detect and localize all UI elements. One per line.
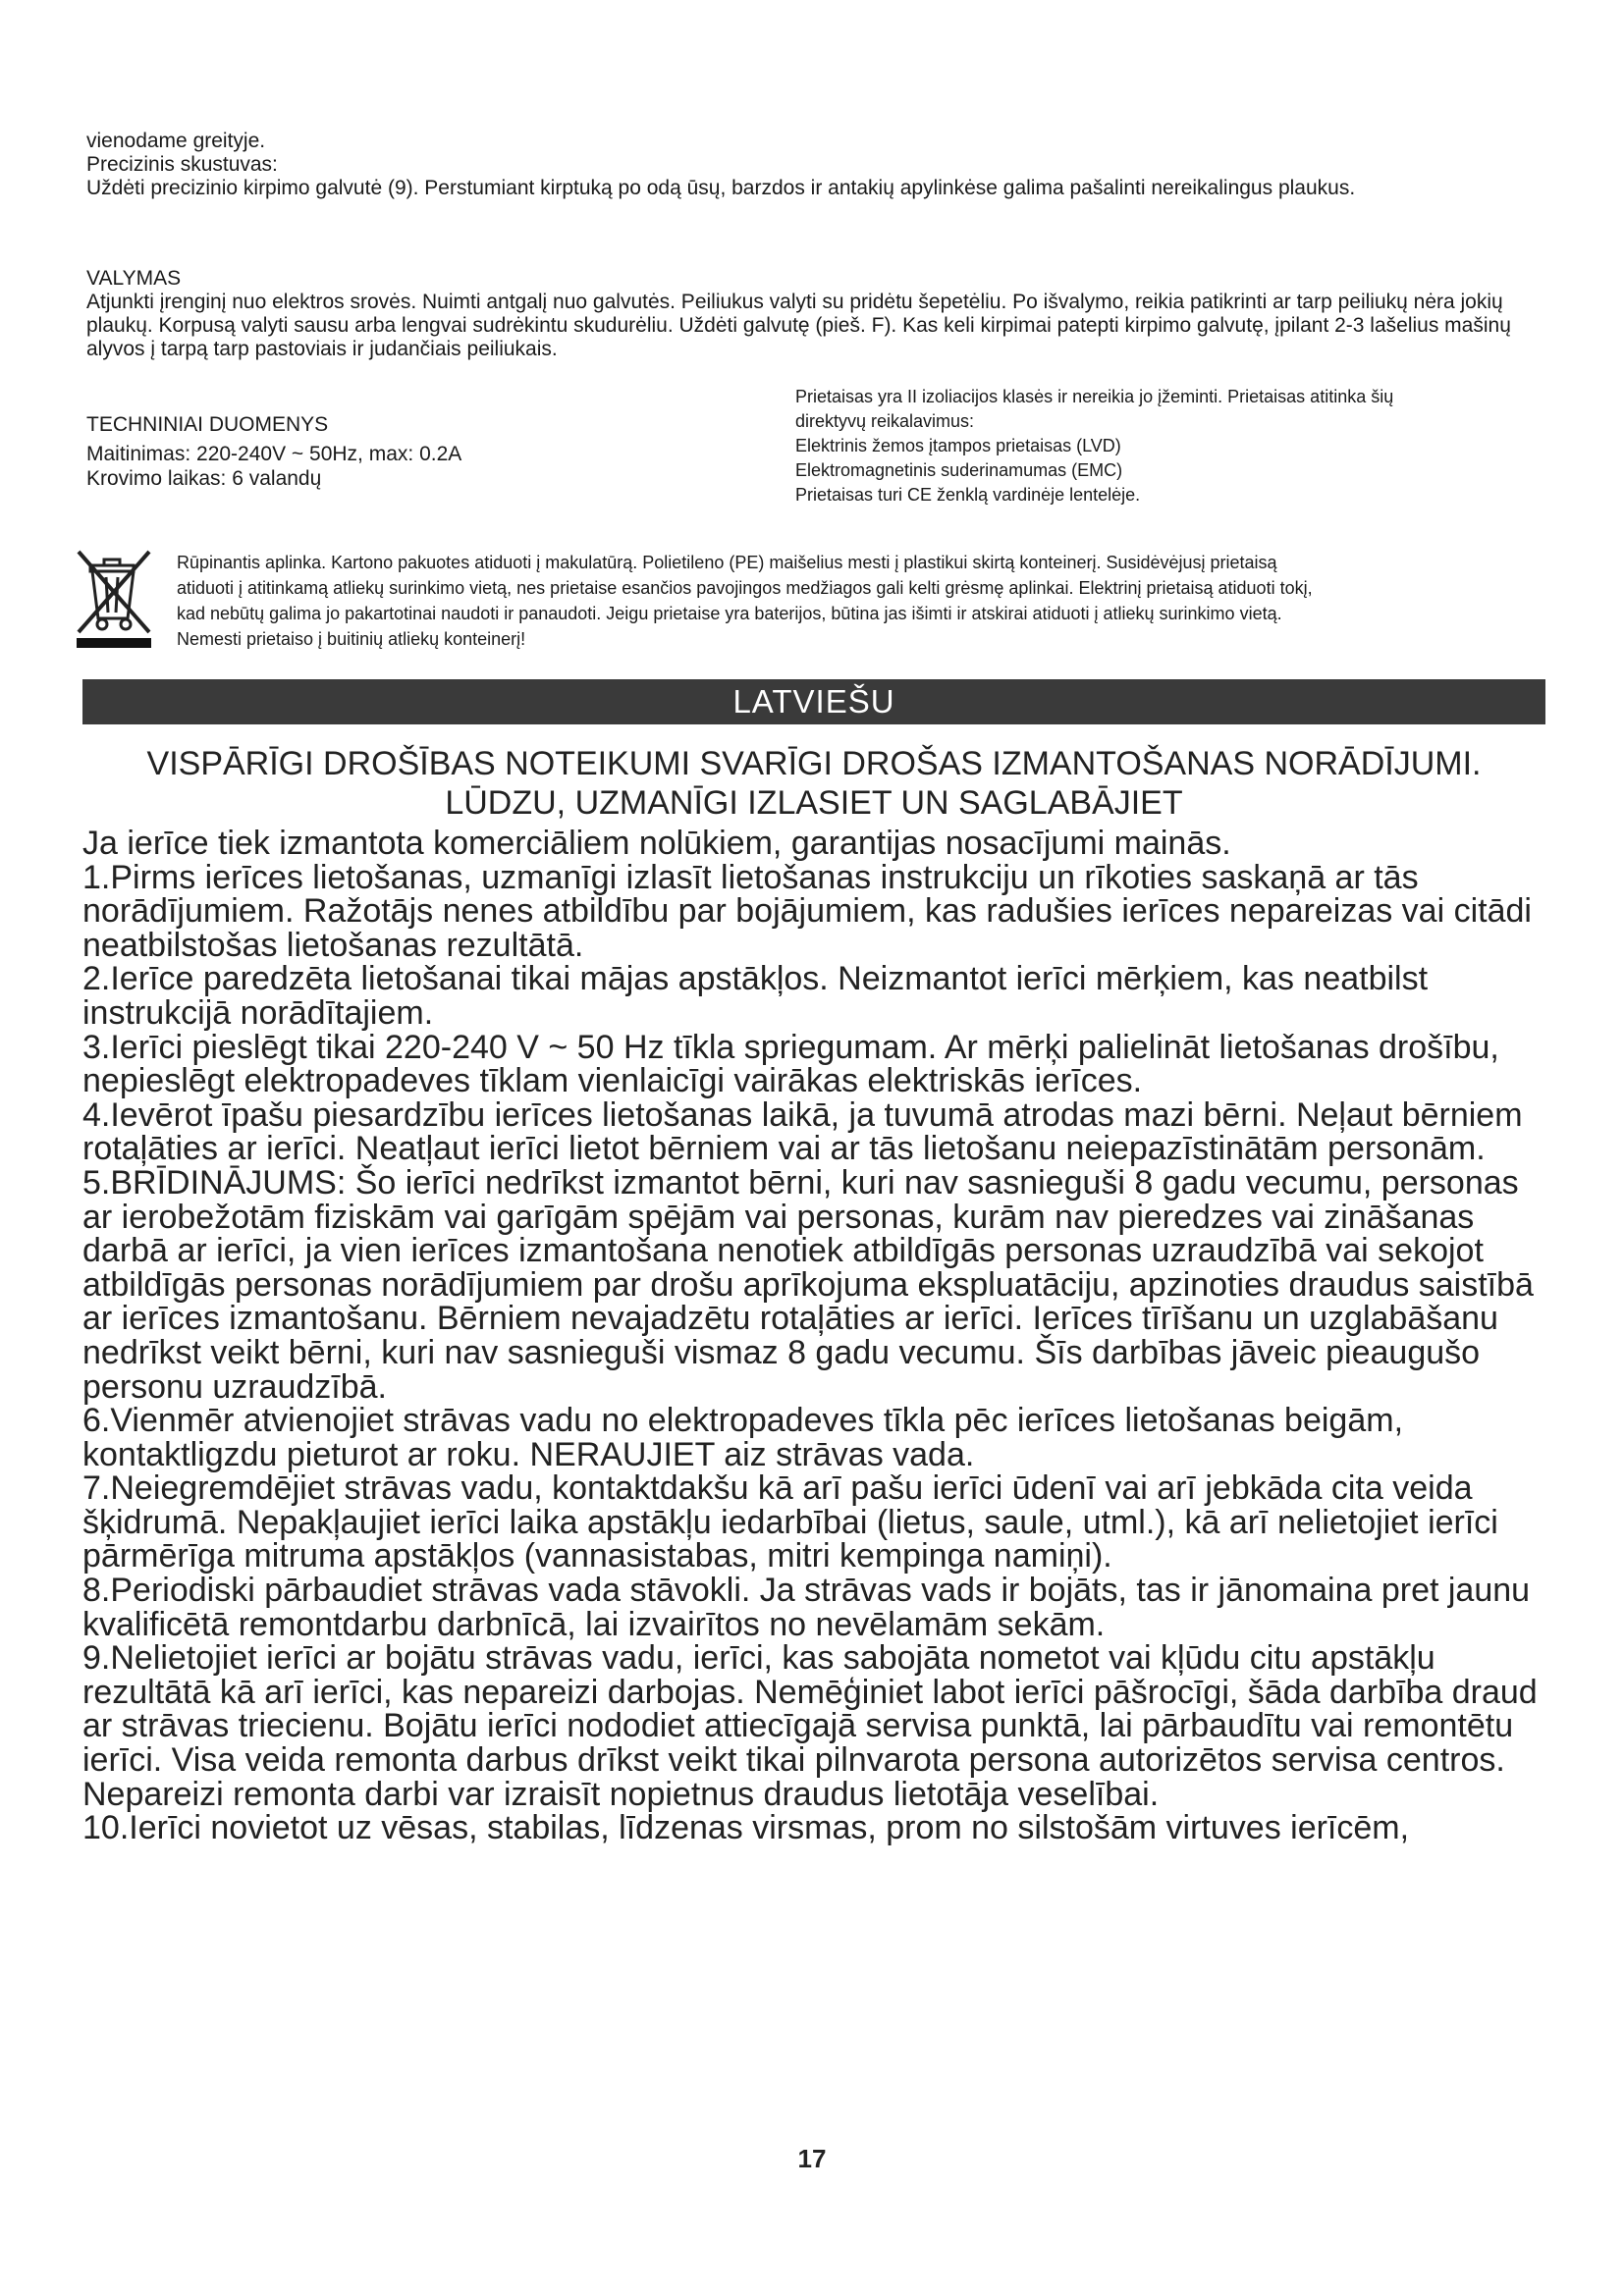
safety-rule: Ja ierīce tiek izmantota komerciāliem nolūkiem, garantijas nosacījumi mainās. [82, 825, 1231, 862]
crossed-out-wheelie-bin-icon [75, 546, 155, 652]
environment-line: kad nebūtų galima jo pakartotinai naudoti ir panaudoti. Jeigu prietaise yra baterijos, būtina jas išimti ir atskirai atiduoti į atliekų surinkimo vietą. [177, 604, 1282, 623]
precision-shaver-text: Uždėti precizinio kirpimo galvutė (9). Perstumiant kirptuką po odą ūsų, barzdos ir antakių apylinkėse galima pašalinti nereikalingus plaukus. [86, 177, 1356, 199]
technical-charge-time: Krovimo laikas: 6 valandų [86, 467, 322, 490]
safety-title-line: VISPĀRĪGI DROŠĪBAS NOTEIKUMI SVARĪGI DROŠAS IZMANTOŠANAS NORĀDĪJUMI. [146, 745, 1482, 782]
environment-line: atiduoti į atitinkamą atliekų surinkimo vietą, nes prietaise esančios pavojingos medžiagos gali kelti grėsmę aplinkai. Elektrinį prietaisą atiduoti tokį, [177, 578, 1313, 598]
safety-rule: 8.Periodiski pārbaudiet strāvas vada stāvokli. Ja strāvas vads ir bojāts, tas ir jānomaina pret jaunu kvalificētā remontdarbu darbnīcā, lai izvairītos no nevēlamām sekām. [82, 1572, 1531, 1643]
conformity-line: Elektromagnetinis suderinamumas (EMC) [795, 460, 1123, 480]
technical-power: Maitinimas: 220-240V ~ 50Hz, max: 0.2A [86, 443, 462, 465]
safety-rule: 1.Pirms ierīces lietošanas, uzmanīgi izlasīt lietošanas instrukciju un rīkoties saskaņā ar tās norādījumiem. Ražotājs nenes atbildību par bojājumiem, kas radušies ierīces nepareizas vai citādi neatbilstošas lietošanas rezultātā. [82, 858, 1532, 964]
safety-rule: 3.Ierīci pieslēgt tikai 220-240 V ~ 50 Hz tīkla spriegumam. Ar mērķi palielināt lietošanas drošību, nepieslēgt elektropadeves tīklam vienlaicīgi vairākas elektriskās ierīces. [82, 1028, 1499, 1100]
environment-line: Rūpinantis aplinka. Kartono pakuotes atiduoti į makulatūrą. Polietileno (PE) maišelius mesti į plastikui skirtą konteinerį. Susidėvėjusį prietaisą [177, 553, 1277, 572]
safety-rule: 9.Nelietojiet ierīci ar bojātu strāvas vadu, ierīci, kas sabojāta nometot vai kļūdu citu apstākļu rezultātā kā arī ierīci, kas nepareizi darbojas. Nemēģiniet labot ierīci pāšrocīgi, šāda darbība draud ar strāvas triecienu. Bojātu ierīci nododiet attiecīgajā servisa punktā, lai pārbaudītu vai remontētu ierīci. Visa veida remonta darbus drīkst veikt tikai pilnvarota persona autorizētos servisa centros. Nepareizi remonta darbi var izraisīt nopietnus draudus lietotāja veselībai. [82, 1639, 1538, 1813]
safety-title-line: LŪDZU, UZMANĪGI IZLASIET UN SAGLABĀJIET [445, 784, 1183, 822]
conformity-line: Prietaisas turi CE ženklą vardinėje lentelėje. [795, 485, 1141, 505]
conformity-line: Elektrinis žemos įtampos prietaisas (LVD) [795, 436, 1121, 455]
safety-title [82, 744, 1545, 823]
technical-data [86, 412, 715, 491]
cleaning-text: Atjunkti įrenginį nuo elektros srovės. Nuimti antgalį nuo galvutės. Peiliukus valyti su pridėtu šepetėliu. Po išvalymo, reikia patikrinti ar tarp peiliukų nėra jokių plaukų. Korpusą valyti sausu arba lengvai sudrėkintu skudurėliu. Uždėti galvutę (pieš. F). Kas keli kirpimai patepti kirpimo galvutę, įpilant 2-3 lašelius mašinų alyvos į tarpą tarp pastoviais ir judančiais peiliukais. [86, 291, 1511, 360]
safety-rule: 5.BRĪDINĀJUMS: Šo ierīci nedrīkst izmantot bērni, kuri nav sasnieguši 8 gadu vecumu, personas ar ierobežotām fiziskām vai garīgām spējām vai personas, kurām nav pieredzes vai zināšanas darbā ar ierīci, ja vien ierīces izmantošana nenotiek atbildīgās personas uzraudzībā vai sekojot atbildīgās personas norādījumiem par drošu aprīkojuma ekspluatāciju, apzinoties draudus saistībā ar ierīces izmantošanu. Bērniem nevajadzētu rotaļāties ar ierīci. Ierīces tīrīšanu un uzglabāšanu nedrīkst veikt bērni, kuri nav sasnieguši vismaz 8 gadu vecumu. Šīs darbības jāveic pieaugušo personu uzraudzībā. [82, 1163, 1534, 1406]
conformity-line: Prietaisas yra II izoliacijos klasės ir nereikia jo įžeminti. Prietaisas atitinka šių [795, 387, 1394, 406]
environment-line: Nemesti prietaiso į buitinių atliekų konteinerį! [177, 629, 526, 649]
page-number: 17 [797, 2144, 827, 2173]
precision-shaver-label: Precizinis skustuvas: [86, 153, 278, 176]
safety-rule: 6.Vienmēr atvienojiet strāvas vadu no elektropadeves tīkla pēc ierīces lietošanas beigām, kontaktligzdu pieturot ar roku. NERAUJIET aiz strāvas vada. [82, 1402, 1404, 1473]
cleaning-heading: VALYMAS [86, 267, 182, 290]
safety-rule: 10.Ierīci novietot uz vēsas, stabilas, līdzenas virsmas, prom no silstošām virtuves ierīcēm, [82, 1809, 1410, 1847]
safety-rules [82, 827, 1555, 1845]
top-line: vienodame greityje. [86, 130, 266, 152]
safety-rule: 2.Ierīce paredzēta lietošanai tikai mājas apstākļos. Neizmantot ierīci mērķiem, kas neatbilst instrukcijā norādītajiem. [82, 960, 1429, 1032]
top-section [86, 130, 1520, 200]
language-banner: LATVIEŠU [82, 679, 1545, 724]
technical-heading: TECHNINIAI DUOMENYS [86, 413, 329, 436]
conformity-notes [795, 385, 1542, 507]
environment-notice [177, 550, 1542, 652]
safety-rule: 4.Ievērot īpašu piesardzību ierīces lietošanas laikā, ja tuvumā atrodas mazi bērni. Neļaut bērniem rotaļāties ar ierīci. Neatļaut ierīci lietot bērniem vai ar tās lietošanu neiepazīstinātām personām. [82, 1095, 1523, 1168]
cleaning-section [86, 267, 1520, 361]
conformity-line: direktyvų reikalavimus: [795, 411, 975, 431]
safety-rule: 7.Neiegremdējiet strāvas vadu, kontaktdakšu kā arī pašu ierīci ūdenī vai arī jebkāda cita veida šķidrumā. Nepakļaujiet ierīci laika apstākļu iedarbībai (lietus, saule, utml.), kā arī nelietojiet ierīci pārmērīga mitruma apstākļos (vannasistabas, mitri kempinga namiņi). [82, 1469, 1498, 1575]
